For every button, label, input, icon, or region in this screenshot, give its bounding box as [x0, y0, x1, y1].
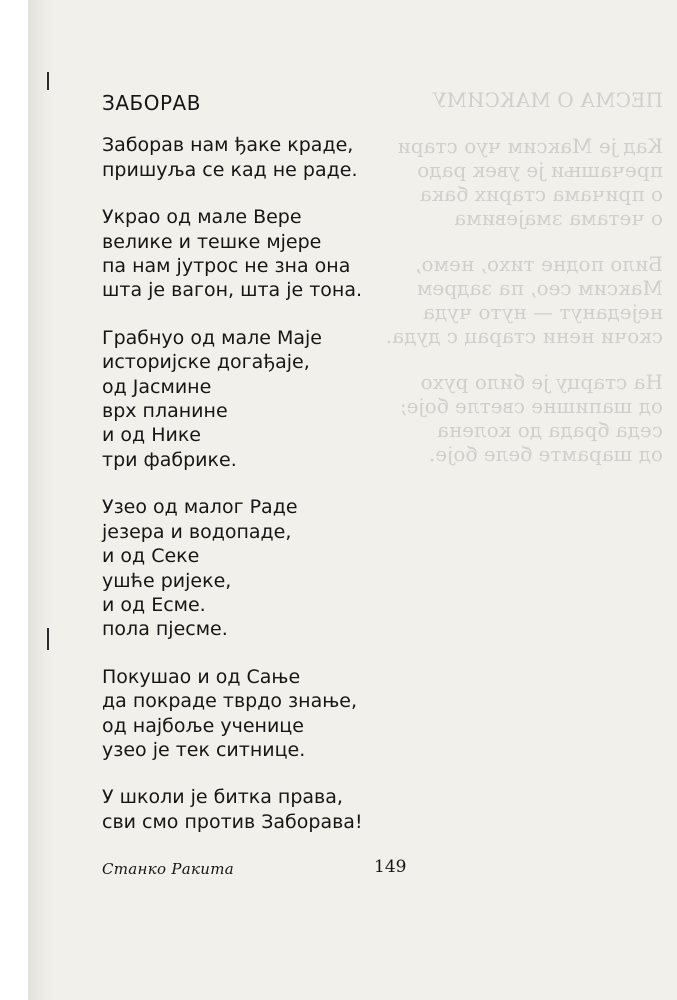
poem-line: Узео од малог Раде — [102, 496, 298, 519]
poem-line: врх планине — [102, 400, 228, 423]
poem-line: да покраде тврдо знање, — [102, 690, 358, 713]
stanza — [102, 495, 363, 641]
stanza — [102, 665, 363, 763]
poem-title: ЗАБОРАВ — [102, 91, 201, 115]
poem-line: пола пјесме. — [102, 618, 228, 641]
stanza — [102, 326, 363, 472]
margin-mark — [47, 628, 49, 650]
poem-line: велике и тешке мјере — [102, 230, 322, 253]
poem-line: пришуља се кад не раде. — [102, 158, 358, 181]
poem-line: шта је вагон, шта је тона. — [102, 279, 363, 302]
poem-line: и од Есме. — [102, 593, 206, 616]
stanza — [102, 133, 363, 182]
poem-line: Грабнуо од мале Маје — [102, 326, 322, 349]
poem-line: историјске догађаје, — [102, 351, 310, 374]
poem-line: Заборав нам ђаке краде, — [102, 134, 354, 157]
poem-line: од Јасмине — [102, 375, 212, 398]
poem-line: У школи је битка права, — [102, 786, 343, 809]
stanza — [102, 205, 363, 303]
margin-mark — [47, 72, 49, 90]
show-through-bleed: ПЕСМА О МАКСИМУ Кад је Максим чуо стари пречашњи је увек радо о причама старих бака о четама змајевима Било подне тихо, немо, Максим сео, па задрем неједанут — нуто чуда скочи нени старац с дуда. На старцу је било рухо од шапишне светле боје; седа брада до колена од шарамте беле боје. — [385, 88, 663, 466]
poem-line: Украо од мале Вере — [102, 206, 302, 229]
page-number: 149 — [374, 857, 407, 877]
page-gutter-shadow — [28, 0, 54, 1000]
poem-line: па нам јутрос не зна она — [102, 255, 351, 278]
poem-author: Станко Ракита — [102, 860, 235, 879]
poem-line: Покушао и од Сање — [102, 665, 301, 688]
poem-line: ушће ријеке, — [102, 569, 232, 592]
poem-line: и од Нике — [102, 424, 201, 447]
poem-line: и од Секе — [102, 545, 200, 568]
poem-line: од најбоље ученице — [102, 714, 304, 737]
poem-line: језера и водопаде, — [102, 520, 292, 543]
poem-line: три фабрике. — [102, 448, 237, 471]
poem-line: сви смо против Заборава! — [102, 810, 363, 833]
poem-line: узео је тек ситнице. — [102, 738, 306, 761]
stanza — [102, 785, 363, 834]
poem — [102, 91, 363, 882]
